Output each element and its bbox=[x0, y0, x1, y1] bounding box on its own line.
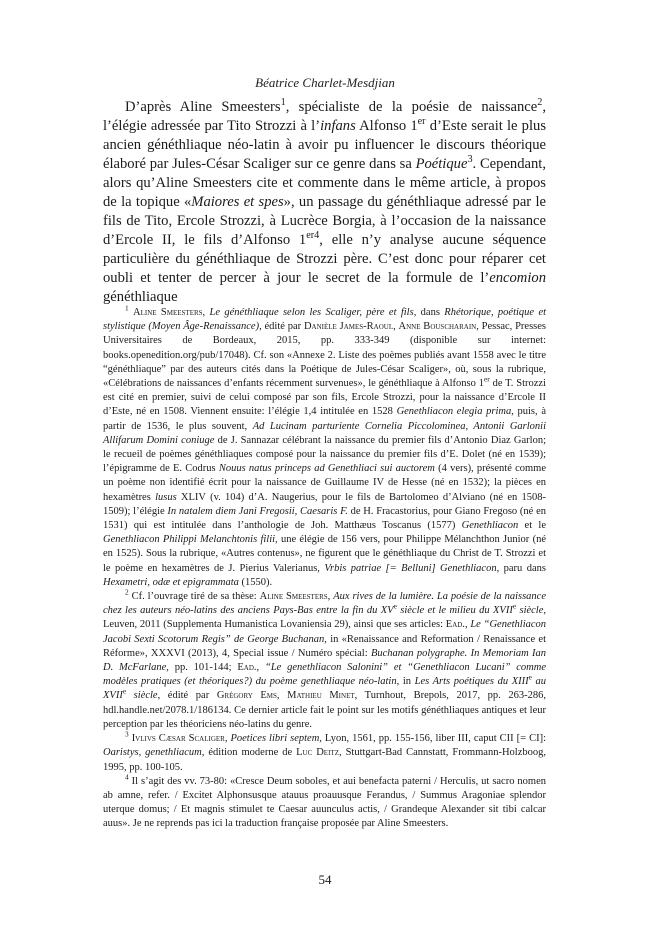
text-run: de J. Sannazar célébrant la naissance du premier fils d’Antonio Diaz Garlon; le recueil de poèmes généthliaques composé pour la naissance du premier fils d’E. Dolet (né en 1539); l’épigramme de E. Codrus bbox=[103, 434, 546, 475]
text-run: , paru dans bbox=[496, 562, 546, 574]
italic-run: Buchanan polygraphe. In Memoriam Ian D. McFarlane bbox=[103, 647, 547, 674]
italic-run: infans bbox=[320, 118, 356, 134]
text-run: d’Este serait le plus ancien généthliaque néo-latin à avoir pu influencer le discours théorique élaboré par Jules-César Scaliger sur ce genre dans sa bbox=[103, 118, 547, 172]
italic-run: Rhétorique, poétique et stylistique (Moyen Âge-Renaissance) bbox=[103, 307, 547, 333]
text-run: de T. Strozzi est cité en premier, suivi de celui composé par son fils, Ercole Strozzi, pour la naissance d’Ercole II d’Este, né en 1508. Viennent ensuite: l’élégie 1,4 intitulée en 1528 bbox=[103, 378, 546, 418]
ordinal-suffix: e bbox=[122, 686, 127, 696]
ordinal-suffix: e bbox=[528, 672, 532, 682]
text-run: , Lyon, 1561, pp. 155-156, liber III, caput CII [= CI]: bbox=[319, 733, 547, 745]
text-run: , bbox=[327, 591, 334, 603]
ordinal-suffix: e bbox=[393, 601, 397, 611]
text-run: , édition moderne de bbox=[201, 747, 297, 759]
text-run: , puis, à partir de 1536, le plus souvent, bbox=[103, 406, 546, 432]
text-run: , Pessac, Presses Universitaires de Bordeaux, 2015, pp. 333-349 (disponible sur internet: books.openedition.org/pub/17048). Cf. son «Annexe 2. Liste des poèmes publiés avant 1558 avec le titre “généthliaque” par des auteurs cités dans la Poétique de Jules-César Scaliger», où, sous la rubrique, «Célébrations de naissances d’enfants récemment survenues», le généthliaque à Alfonso 1 bbox=[103, 321, 546, 390]
text-run: , in «Renaissance and Reformation / Renaissance et Réforme», XXXVI (2013), 4, Special issue / Numéro spécial: bbox=[103, 633, 546, 659]
text-run: , l’élégie adressée par Tito Strozzi à l’ bbox=[103, 99, 546, 134]
text-run: , bbox=[202, 307, 210, 318]
italic-run: Genethliacon bbox=[461, 520, 519, 532]
footnote-number: 1 bbox=[125, 303, 129, 313]
text-run: , Leuven, 2011 (Supplementa Humanistica Lovaniensia 29), ainsi que ses articles: bbox=[103, 605, 547, 631]
text-run: , bbox=[464, 619, 471, 631]
text-run: et le bbox=[518, 520, 546, 532]
main-text bbox=[103, 98, 546, 307]
text-run: , spécialiste de la poésie de naissance bbox=[285, 99, 538, 115]
italic-run: siècle et le milieu du XVII bbox=[396, 605, 513, 617]
author-name: Anne Bouscharain bbox=[398, 321, 477, 333]
italic-run: Maiores et spes bbox=[191, 194, 284, 210]
author-name: Ivlivs Cæsar Scaliger bbox=[131, 733, 225, 745]
text-run: Cf. l’ouvrage tiré de sa thèse: bbox=[131, 591, 260, 603]
italic-run: Aux rives de la lumière. La poésie de la naissance chez les auteurs néo-latins des anciens Pays-Bas entre la fin du XV bbox=[103, 591, 547, 617]
italic-run: Oaristys, genethliacum bbox=[103, 747, 202, 759]
footnote-ref-4: er4 bbox=[306, 230, 320, 242]
text-run: , bbox=[276, 690, 288, 702]
italic-run: “Le genethliacon Salonini” et “Genethliacon Lucani” comme modèles pratiques (et théoriques?) du poème genethliaque néo-latin bbox=[103, 662, 547, 688]
italic-run: Le “Genethliacon Jacobi Sexti Scotorum Regis” de George Buchanan bbox=[103, 619, 547, 645]
text-run: , une élégie de 156 vers, pour Philippe Mélanchthon Junior (né en 1525). Sous la rubrique, «Autres contenus», ne figurent que le généthliaque du Christ de T. Strozzi et le poème en hexamètres de J. Pierius Valerianus, bbox=[103, 534, 547, 574]
italic-run: Ad Lucinam parturiente Cornelia Piccolominea, Antonii Garlonii Allifarum Domini coniuge bbox=[103, 420, 546, 446]
italic-run: Genethliacon Philippi Melanchtonis filii bbox=[103, 534, 276, 546]
text-run: D’après Aline Smeesters bbox=[125, 99, 281, 115]
italic-run: Vrbis patriae [= Belluni] Genethliacon bbox=[324, 562, 497, 574]
text-run: Alfonso 1 bbox=[355, 118, 418, 134]
text-run: , dans bbox=[413, 307, 445, 318]
italic-run: lusus bbox=[155, 491, 177, 503]
author-name: Aline Smeesters bbox=[259, 591, 328, 603]
author-name: Mathieu Minet bbox=[287, 690, 355, 702]
italic-run: siècle bbox=[126, 690, 158, 702]
text-run: , elle n’y analyse aucune séquence particulière du généthliaque de Strozzi père. C’est donc pour réparer cet oubli et tenter de percer à jour le secret de la formule de l’ bbox=[103, 232, 546, 286]
italic-run: Hexametri, odæ et epigrammata bbox=[103, 576, 239, 588]
text-run: . Cependant, alors qu’Aline Smeesters cite et commente dans le même article, à propos de la topique « bbox=[103, 156, 547, 210]
footnotes bbox=[103, 303, 547, 832]
italic-run: Poetices libri septem bbox=[230, 733, 320, 745]
italic-run: Nouus natus princeps ad Genethliaci sui auctorem bbox=[218, 463, 435, 475]
author-name: Grégory Ems bbox=[216, 690, 277, 702]
author-name: Luc Deitz bbox=[296, 747, 339, 759]
footnote-ref-1: 1 bbox=[280, 97, 286, 109]
footnote-number: 3 bbox=[125, 729, 129, 739]
text-run: , in bbox=[396, 676, 415, 688]
footnote-ref-2: 2 bbox=[537, 97, 543, 109]
running-head: Béatrice Charlet-Mesdjian bbox=[255, 75, 395, 90]
text-run: (4 vers), présenté comme un poème non identifié écrit pour la naissance de Guillaume IV de Hesse (né en 1532); la pièces en hexamètres bbox=[103, 463, 547, 503]
text-run: », un passage du généthliaque adressé par le fils de Tito, Ercole Strozzi, à Lucrèce Borgia, à l’occasion de la naissance d’Ercole II, le fils d’Alfonso 1 bbox=[103, 194, 546, 248]
italic-run: Poétique bbox=[415, 156, 468, 172]
italic-run: In natalem diem Jani Fregosii, Caesaris F. bbox=[167, 505, 348, 517]
italic-run: siècle bbox=[516, 605, 544, 617]
footnote-4 bbox=[103, 772, 547, 832]
main-paragraph bbox=[103, 98, 546, 307]
text-run: (1550). bbox=[238, 576, 273, 588]
ordinal-suffix: er bbox=[484, 374, 490, 384]
text-run: , bbox=[224, 733, 231, 745]
text-run: , Turnhout, Brepols, 2017, pp. 263-286, hdl.handle.net/2078.1/186134. Ce dernier article fait le point sur les motifs généthliaques antiques et leur perception par les théoriciens néo-latins du genre. bbox=[103, 690, 547, 730]
author-name: Danièle James-Raoul bbox=[303, 321, 394, 333]
author-name: Ead. bbox=[445, 619, 465, 631]
text-run: , bbox=[256, 662, 265, 674]
italic-run: Le généthliaque selon les Scaliger, père et fils bbox=[209, 307, 414, 318]
author-name: Ead. bbox=[237, 662, 257, 674]
italic-run: encomion bbox=[489, 270, 546, 286]
text-run: , bbox=[393, 321, 399, 333]
text-run: généthliaque bbox=[103, 289, 178, 305]
footnote-3 bbox=[103, 729, 547, 775]
footnote-number: 4 bbox=[125, 772, 129, 782]
ordinal-suffix: er bbox=[417, 116, 426, 128]
text-run: , édité par bbox=[259, 321, 304, 333]
footnote-1 bbox=[103, 303, 547, 590]
text-run: de H. Fracastorius, pour Giano Fregoso (né en 1531) qui est intitulée dans l’anthologie de Joh. Matthæus Toscanus (1577) bbox=[103, 505, 546, 532]
text-run: , édité par bbox=[157, 690, 217, 702]
footnote-ref-3: 3 bbox=[467, 154, 473, 166]
italic-run: Genethliacon elegia prima bbox=[396, 406, 512, 418]
italic-run: au XVII bbox=[103, 676, 547, 702]
footnote-number: 2 bbox=[125, 587, 129, 597]
text-run: Il s’agit des vv. 73-80: «Cresce Deum soboles, et aui benefacta paterni / Herculis, ut sacro nomen ab amne, refer. / Excitet Alphonsusque atauus proauusque Ferandus, / Summus Aragoniae splendor uterque domus; / Et magnis stimulet te Caesar auunculus actis, / Grandeque Alexander sit tibi calcar auus». Je ne reprends pas ici la traduction française proposée par Aline Smeesters. bbox=[103, 775, 547, 830]
author-name: Aline Smeesters bbox=[133, 307, 203, 318]
ordinal-suffix: e bbox=[512, 601, 517, 611]
footnote-2 bbox=[103, 587, 547, 732]
page-number: 54 bbox=[318, 872, 332, 887]
text-run: , pp. 101-144; bbox=[166, 662, 238, 674]
italic-run: Les Arts poétiques du XIII bbox=[414, 676, 529, 688]
text-run: XLIV (v. 104) d’A. Naugerius, pour le fils de Bartolomeo d’Alviano (né en 1508-1509); l’élégie bbox=[103, 491, 547, 517]
text-run: , Stuttgart-Bad Cannstatt, Frommann-Holzboog, 1995, pp. 100-105. bbox=[103, 747, 546, 773]
